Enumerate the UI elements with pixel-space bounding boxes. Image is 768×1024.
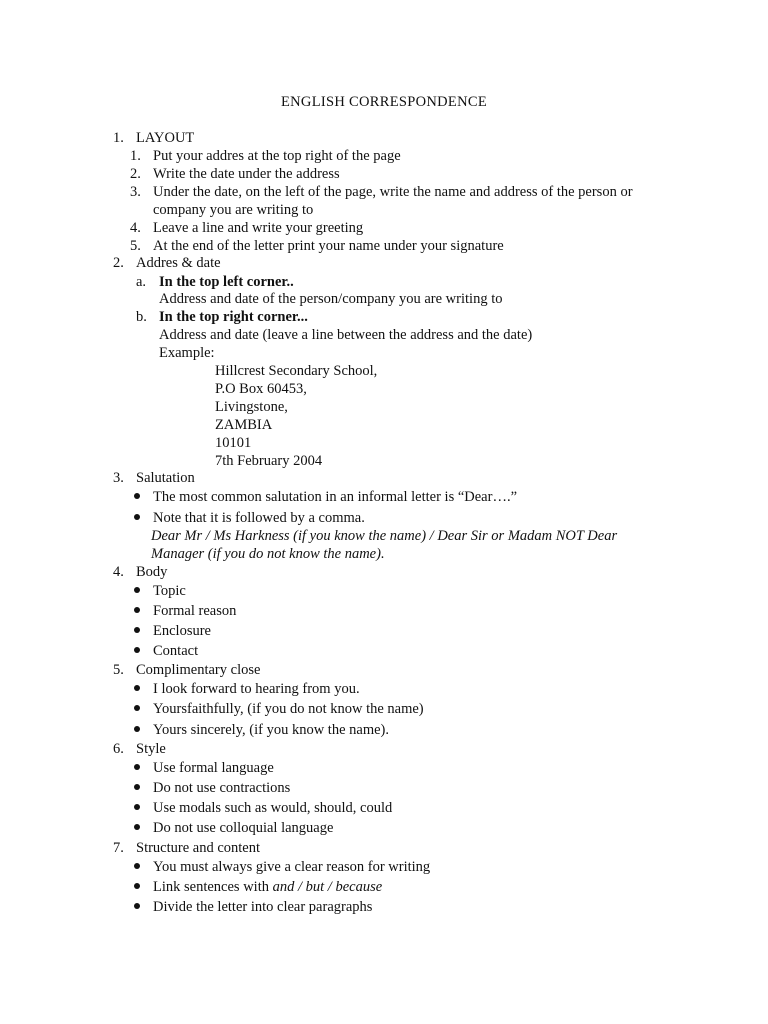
list-item: Yours sincerely, (if you know the name).: [153, 722, 389, 738]
list-marker: b.: [136, 309, 147, 325]
section-number: 4.: [113, 564, 124, 580]
salutation-example: Manager (if you do not know the name).: [151, 546, 385, 562]
bullet-icon: [134, 863, 140, 869]
subheading-top-right: In the top right corner...: [159, 309, 308, 325]
bullet-icon: [134, 514, 140, 520]
bullet-icon: [134, 493, 140, 499]
list-item: The most common salutation in an informal letter is “Dear….”: [153, 489, 518, 505]
bullet-icon: [134, 647, 140, 653]
example-date-line: 7th February 2004: [215, 453, 323, 469]
bullet-icon: [134, 824, 140, 830]
example-address-line: Hillcrest Secondary School,: [215, 363, 378, 379]
list-marker: 1.: [130, 148, 141, 164]
document-title: ENGLISH CORRESPONDENCE: [281, 94, 487, 110]
list-item: Enclosure: [153, 623, 211, 639]
example-address-line: ZAMBIA: [215, 417, 273, 433]
list-item: Use modals such as would, should, could: [153, 800, 393, 816]
example-address-line: 10101: [215, 435, 252, 451]
list-item: Leave a line and write your greeting: [153, 220, 364, 236]
subheading-top-left: In the top left corner..: [159, 274, 294, 290]
list-item: At the end of the letter print your name under your signature: [153, 238, 504, 254]
list-item: Use formal language: [153, 760, 274, 776]
section-heading-address: Addres & date: [136, 255, 221, 271]
section-heading-structure: Structure and content: [136, 840, 261, 856]
bullet-icon: [134, 726, 140, 732]
example-label: Example:: [159, 345, 215, 361]
bullet-icon: [134, 627, 140, 633]
section-number: 6.: [113, 741, 124, 757]
list-marker: 4.: [130, 220, 141, 236]
list-item: Formal reason: [153, 603, 237, 619]
bullet-icon: [134, 705, 140, 711]
bullet-icon: [134, 903, 140, 909]
conjunctions-text: and / but / because: [272, 879, 383, 895]
example-address-line: Livingstone,: [215, 399, 288, 415]
salutation-example: Dear Mr / Ms Harkness (if you know the name) / Dear Sir or Madam NOT Dear: [151, 528, 618, 544]
list-item: [153, 878, 382, 896]
list-item: Topic: [153, 583, 186, 599]
bullet-icon: [134, 804, 140, 810]
list-item: You must always give a clear reason for writing: [153, 859, 431, 875]
list-item: I look forward to hearing from you.: [153, 681, 360, 697]
section-heading-salutation: Salutation: [136, 470, 195, 486]
section-number: 2.: [113, 255, 124, 271]
bullet-icon: [134, 587, 140, 593]
section-number: 1.: [113, 130, 124, 146]
section-heading-layout: LAYOUT: [136, 130, 195, 146]
section-heading-body: Body: [136, 564, 168, 580]
list-marker: 3.: [130, 184, 141, 200]
list-marker: 2.: [130, 166, 141, 182]
list-item-detail: Address and date (leave a line between the address and the date): [159, 327, 533, 343]
section-heading-close: Complimentary close: [136, 662, 261, 678]
list-item: Do not use colloquial language: [153, 820, 334, 836]
list-item: Do not use contractions: [153, 780, 291, 796]
list-item-detail: Address and date of the person/company you are writing to: [159, 291, 503, 307]
bullet-icon: [134, 784, 140, 790]
list-marker: a.: [136, 274, 147, 290]
list-item: Yoursfaithfully, (if you do not know the name): [153, 701, 424, 717]
section-number: 3.: [113, 470, 124, 486]
list-marker: 5.: [130, 238, 141, 254]
bullet-icon: [134, 883, 140, 889]
list-item: Contact: [153, 643, 199, 659]
bullet-icon: [134, 764, 140, 770]
list-item: Divide the letter into clear paragraphs: [153, 899, 373, 915]
section-number: 7.: [113, 840, 124, 856]
section-number: 5.: [113, 662, 124, 678]
bullet-icon: [134, 685, 140, 691]
list-item: Under the date, on the left of the page, write the name and address of the person or: [153, 184, 633, 200]
list-item: Note that it is followed by a comma.: [153, 510, 365, 526]
list-item: Write the date under the address: [153, 166, 340, 182]
list-item-continuation: company you are writing to: [153, 202, 314, 218]
bullet-icon: [134, 607, 140, 613]
example-address-line: P.O Box 60453,: [215, 381, 307, 397]
list-item: Put your addres at the top right of the page: [153, 148, 401, 164]
section-heading-style: Style: [136, 741, 166, 757]
list-item-text: Link sentences with: [153, 879, 273, 895]
